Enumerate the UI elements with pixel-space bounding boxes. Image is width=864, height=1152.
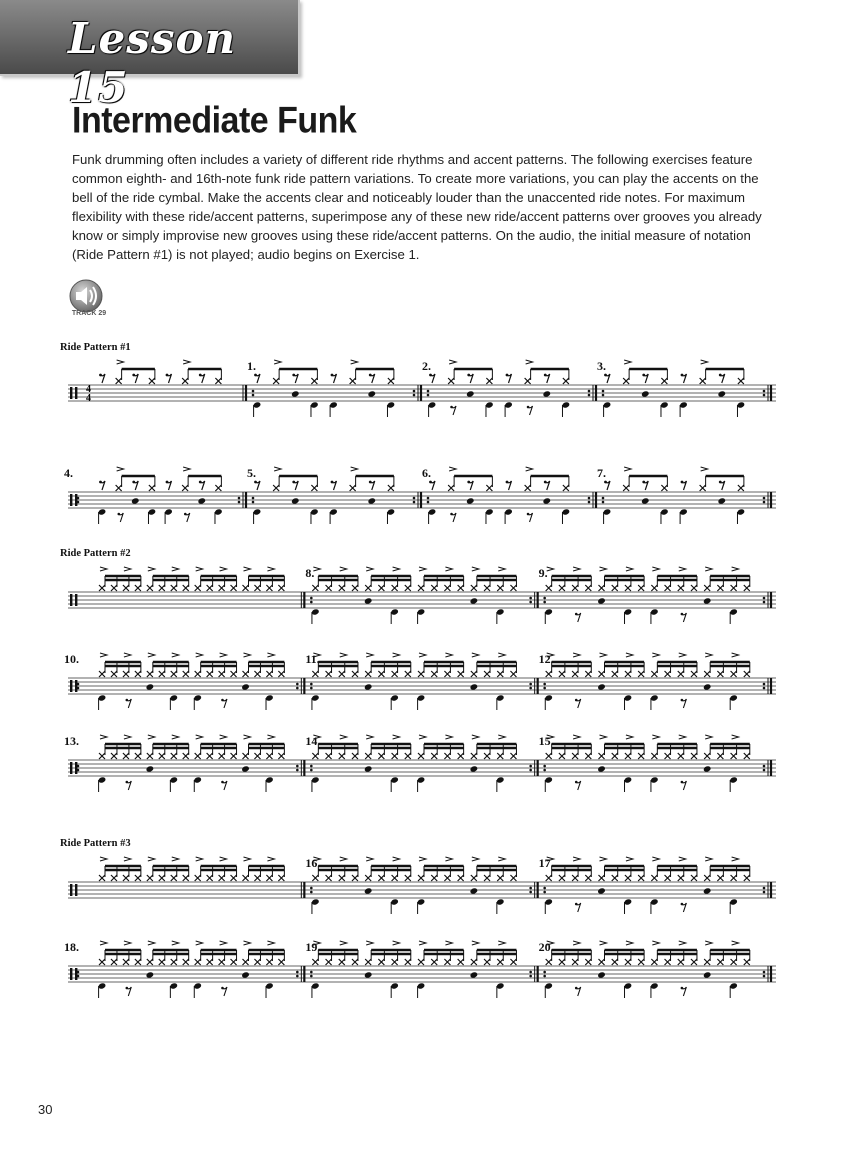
exercise-number: 5. bbox=[247, 466, 256, 480]
intro-paragraph: Funk drumming often includes a variety of different ride rhythms and accent patterns. The following exercises feature common eighth- and 16th-note funk ride pattern variations. To create more variations, you can play the accents on the bell of the ride cymbal. Make the accents clear and noticeably louder than the unaccented ride notes. For maximum flexibility with these ride/accent patterns, superimpose any of these new ride/accent patterns over grooves you already know or simply improvise new grooves using these ride/accent patterns. On the audio, the initial measure of notation (Ride Pattern #1) is not played; audio begins on Exercise 1. bbox=[72, 152, 762, 262]
notation-row bbox=[60, 730, 782, 800]
exercise-number: 2. bbox=[422, 359, 431, 373]
ride-pattern-label: Ride Pattern #2 bbox=[60, 548, 131, 559]
exercise-number: 17. bbox=[538, 856, 554, 870]
exercise-number: 11. bbox=[305, 652, 320, 666]
exercise-number: 1. bbox=[247, 359, 256, 373]
notation-row bbox=[60, 462, 782, 532]
page-title: Intermediate Funk bbox=[72, 100, 357, 142]
notation-row bbox=[60, 355, 782, 425]
lesson-banner bbox=[0, 0, 300, 112]
notation-row bbox=[60, 936, 782, 1006]
page-number: 30 bbox=[38, 1102, 53, 1117]
exercise-number: 20. bbox=[538, 940, 554, 954]
exercise-number: 15. bbox=[538, 734, 554, 748]
ride-pattern-label: Ride Pattern #3 bbox=[60, 838, 131, 849]
exercise-number: 4. bbox=[64, 466, 73, 480]
exercise-number: 10. bbox=[64, 652, 79, 666]
exercise-number: 3. bbox=[597, 359, 606, 373]
drum-staff bbox=[60, 730, 782, 800]
exercise-number: 6. bbox=[422, 466, 431, 480]
exercise-number: 16. bbox=[305, 856, 321, 870]
exercise-number: 13. bbox=[64, 734, 79, 748]
notation-row bbox=[60, 648, 782, 718]
drum-staff bbox=[60, 462, 782, 532]
drum-staff bbox=[60, 562, 782, 632]
drum-staff bbox=[60, 648, 782, 718]
drum-staff bbox=[60, 936, 782, 1006]
notation-row bbox=[60, 562, 782, 632]
exercise-number: 8. bbox=[305, 566, 315, 580]
exercise-number: 19. bbox=[305, 940, 321, 954]
time-signature-top: 4 bbox=[86, 384, 91, 395]
exercise-number: 18. bbox=[64, 940, 79, 954]
notation-row bbox=[60, 852, 782, 922]
exercise-number: 12. bbox=[538, 652, 554, 666]
drum-staff bbox=[60, 355, 782, 425]
track-label: TRACK 29 bbox=[71, 310, 107, 317]
exercise-number: 9. bbox=[538, 566, 548, 580]
exercise-number: 14. bbox=[305, 734, 321, 748]
time-signature-bottom: 4 bbox=[86, 393, 91, 404]
exercise-number: 7. bbox=[597, 466, 606, 480]
lesson-title-banner: Lesson 15 bbox=[68, 14, 237, 112]
ride-pattern-label: Ride Pattern #1 bbox=[60, 342, 131, 353]
drum-staff bbox=[60, 852, 782, 922]
